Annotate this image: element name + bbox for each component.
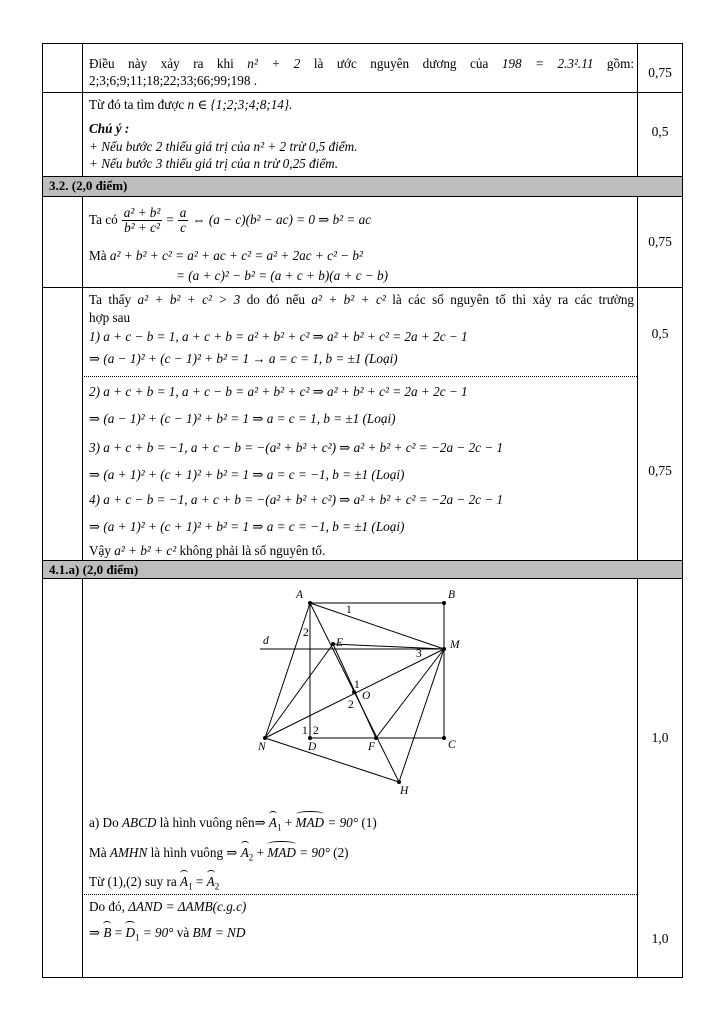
row1-line2: 2;3;6;9;11;18;22;33;66;99;198 . (89, 73, 258, 88)
note-title: Chú ý : (89, 121, 130, 136)
fraction-1: $\frac{\text{a² + b²}}{\text{b² + c²}}$ (123, 204, 161, 235)
score-row1: 0,75 (648, 65, 672, 80)
angle-label-D1: 1 (302, 725, 308, 737)
label-D: D (308, 741, 317, 753)
note-2: + Nếu bước 3 thiếu giá trị của n trừ 0,25 điểm. (89, 156, 338, 171)
angle-label-2: 2 (303, 627, 309, 639)
row4-line4: ⇒ (a − 1)² + (c − 1)² + b² = 1 → a = c = 1, b = ±1 (Loại) (89, 351, 398, 366)
section-header-4-1a: 4.1.a) (2,0 điểm) (43, 560, 682, 579)
angle-label-1: 1 (346, 604, 352, 616)
row4-line3: 1) a + c − b = 1, a + c + b = a² + b² + c² ⇒ a² + b² + c² = 2a + 2c − 1 (89, 329, 468, 344)
row7-line1: Do đó, ΔAND = ΔAMB(c.g.c) (89, 899, 247, 914)
row5-line7: Vậy a² + b² + c² không phải là số nguyên tố. (89, 543, 326, 558)
row5-line5: 4) a + c − b = −1, a + c + b = −(a² + b² + c²) ⇒ a² + b² + c² = −2a − 2c − 1 (89, 492, 504, 507)
row-separator (42, 287, 683, 288)
row1-line1: Điều này xảy ra khi n² + 2 là ước nguyên dương của 198 = 2.3².11 gồm: (89, 56, 635, 71)
row2-line1: Từ đó ta tìm được n ∈ {1;2;3;4;8;14}. (89, 97, 293, 112)
score-row3: 0,75 (648, 234, 672, 249)
row-separator (42, 92, 683, 93)
row5-line3: 3) a + c + b = −1, a + c − b = −(a² + b² + c²) ⇒ a² + b² + c² = −2a − 2c − 1 (89, 440, 504, 455)
row5-line6: ⇒ (a + 1)² + (c + 1)² + b² = 1 ⇒ a = c = −1, b = ±1 (Loại) (89, 519, 405, 534)
angle-label-O2: 2 (348, 699, 354, 711)
row5-line1: 2) a + c + b = 1, a + c − b = a² + b² + c² ⇒ a² + b² + c² = 2a + 2c − 1 (89, 384, 468, 399)
angle-label-D2: 2 (313, 725, 319, 737)
section-header-3-2: 3.2. (2,0 điểm) (43, 176, 682, 197)
label-E: E (336, 637, 344, 649)
score-row5: 0,75 (648, 463, 672, 478)
row5-line2: ⇒ (a − 1)² + (c − 1)² + b² = 1 ⇒ a = c = 1, b = ±1 (Loại) (89, 411, 396, 426)
score-row7: 1,0 (651, 931, 669, 946)
row3-line1: Ta có $\frac{\text{a² + b²}}{\text{b² + c²}}$ = $\frac{a}{c}$ ⇔ (a − c)(b² − ac) = 0 ⇒ b² = ac (89, 204, 372, 235)
angle-label-O1: 1 (354, 679, 360, 691)
label-B: B (448, 589, 456, 601)
row3-line2: Mà a² + b² + c² = a² + ac + c² = a² + 2ac + c² − b² (89, 248, 363, 263)
score-row6: 1,0 (651, 730, 669, 745)
label-A: A (296, 589, 304, 601)
label-F: F (368, 741, 376, 753)
row6-line1: a) Do ABCD là hình vuông nên⇒ $A_1$ + MAD = 90° (1) (89, 815, 377, 833)
row4-line2: hợp sau (89, 310, 131, 325)
row6-line2: Mà AMHN là hình vuông ⇒ $A_2$ + MAD = 90° (2) (89, 845, 349, 863)
row4-line1: Ta thấy a² + b² + c² > 3 do đó nếu a² + b² + c² là các số nguyên tố thì xảy ra các trường (89, 292, 635, 307)
row3-line3: = (a + c)² − b² = (a + c + b)(a + c − b) (176, 268, 389, 283)
row6-line3: Từ (1),(2) suy ra $A_1 = A_2$ (89, 874, 220, 892)
label-M: M (450, 639, 460, 651)
angle-label-3: 3 (416, 648, 422, 660)
label-d: d (263, 635, 269, 647)
row-separator-dotted (82, 894, 637, 895)
row5-line4: ⇒ (a + 1)² + (c + 1)² + b² = 1 ⇒ a = c = −1, b = ±1 (Loại) (89, 467, 405, 482)
row7-line2: ⇒ $B = D_1 = 90^\circ$ và BM = ND (89, 925, 246, 943)
label-H: H (400, 785, 409, 797)
geometry-figure (82, 580, 637, 810)
fraction-2: $\frac{a}{c}$ (179, 204, 187, 235)
row-separator-dotted (82, 376, 637, 377)
label-C: C (448, 739, 456, 751)
label-O: O (362, 690, 371, 702)
note-1: + Nếu bước 2 thiếu giá trị của n² + 2 trừ 0,5 điểm. (89, 139, 358, 154)
label-N: N (258, 741, 266, 753)
score-row4: 0,5 (651, 326, 669, 341)
score-row2: 0,5 (651, 124, 669, 139)
